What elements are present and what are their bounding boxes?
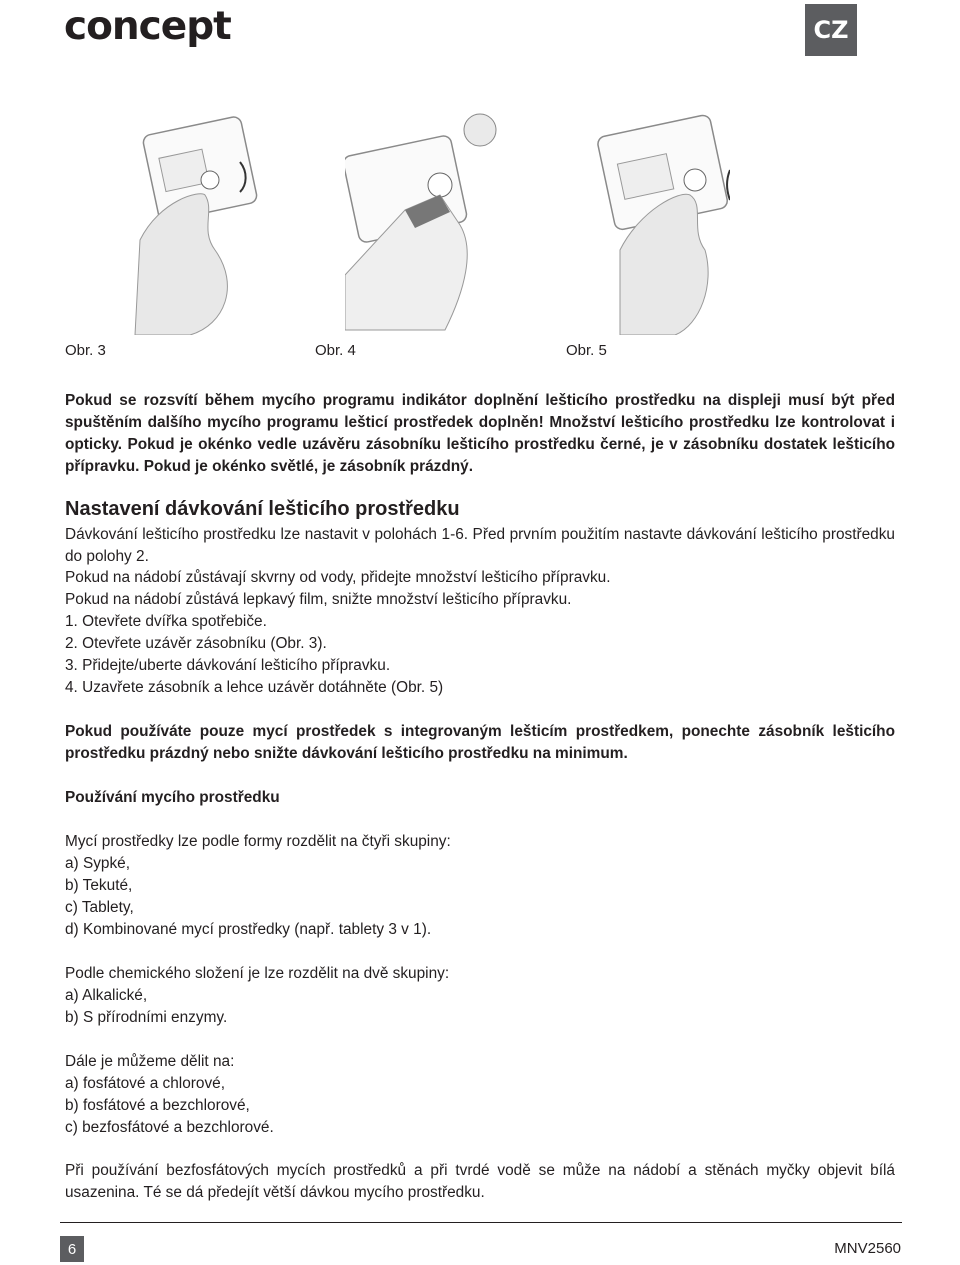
dosage-paragraph: Dávkování lešticího prostředku lze nastavit v polohách 1-6. Před prvním použitím nastavte dávkování lešticího prostředku do polohy 2.: [65, 526, 895, 565]
model-number: MNV2560: [834, 1240, 901, 1257]
list-item: b) fosfátové a bezchlorové,: [65, 1097, 250, 1114]
instruction-line: Pokud na nádobí zůstává lepkavý film, snižte množství lešticího přípravku.: [65, 591, 572, 608]
instruction-step: 1. Otevřete dvířka spotřebiče.: [65, 613, 267, 630]
figure-4-label: Obr. 4: [315, 342, 356, 359]
figure-5-illustration: [590, 100, 730, 335]
list-item: a) Alkalické,: [65, 987, 148, 1004]
language-badge: CZ: [805, 4, 857, 56]
group1-intro: Mycí prostředky lze podle formy rozdělit na čtyři skupiny:: [65, 833, 451, 850]
list-item: b) S přírodními enzymy.: [65, 1009, 228, 1026]
section-heading-detergent: Používání mycího prostředku: [65, 789, 280, 806]
brand-logo: concept: [64, 4, 231, 49]
figure-3-label: Obr. 3: [65, 342, 106, 359]
final-paragraph: Při používání bezfosfátových mycích prostředků a při tvrdé vodě se může na nádobí a stěnách myčky objevit bílá usazenina. Té se dá předejít větší dávkou mycího prostředku.: [65, 1162, 895, 1201]
page-number: 6: [60, 1236, 84, 1262]
section-heading-rinse-aid: Nastavení dávkování lešticího prostředku: [65, 498, 460, 520]
instruction-step: 2. Otevřete uzávěr zásobníku (Obr. 3).: [65, 635, 327, 652]
integrated-detergent-note: Pokud používáte pouze mycí prostředek s integrovaným lešticím prostředkem, ponechte zásobník lešticího prostředku prázdný nebo snižte dávkování lešticího prostředku na minimum.: [65, 723, 895, 762]
list-item: d) Kombinované mycí prostředky (např. tablety 3 v 1).: [65, 921, 432, 938]
group2-intro: Podle chemického složení je lze rozdělit na dvě skupiny:: [65, 965, 450, 982]
intro-paragraph: Pokud se rozsvítí během mycího programu indikátor doplnění lešticího prostředku na displeji musí být před spuštěním dalšího mycího programu lešticí prostředek doplněn! Množství lešticího prostředku lze kontrolovat i opticky. Pokud je okénko vedle uzávěru zásobníku lešticího prostředku černé, je v zásobníku dostatek lešticího přípravku. Pokud je okénko světlé, je zásobník prázdný.: [65, 392, 895, 475]
list-item: c) Tablety,: [65, 899, 134, 916]
footer-divider: [60, 1222, 902, 1223]
figure-5-label: Obr. 5: [566, 342, 607, 359]
list-item: b) Tekuté,: [65, 877, 133, 894]
instruction-step: 3. Přidejte/uberte dávkování lešticího přípravku.: [65, 657, 391, 674]
instruction-line: Pokud na nádobí zůstávají skvrny od vody, přidejte množství lešticího přípravku.: [65, 569, 611, 586]
group3-intro: Dále je můžeme dělit na:: [65, 1053, 235, 1070]
list-item: a) Sypké,: [65, 855, 131, 872]
figure-4-illustration: [345, 100, 535, 335]
list-item: c) bezfosfátové a bezchlorové.: [65, 1119, 274, 1136]
instruction-step: 4. Uzavřete zásobník a lehce uzávěr dotáhněte (Obr. 5): [65, 679, 444, 696]
list-item: a) fosfátové a chlorové,: [65, 1075, 225, 1092]
figure-3-illustration: [130, 100, 260, 335]
